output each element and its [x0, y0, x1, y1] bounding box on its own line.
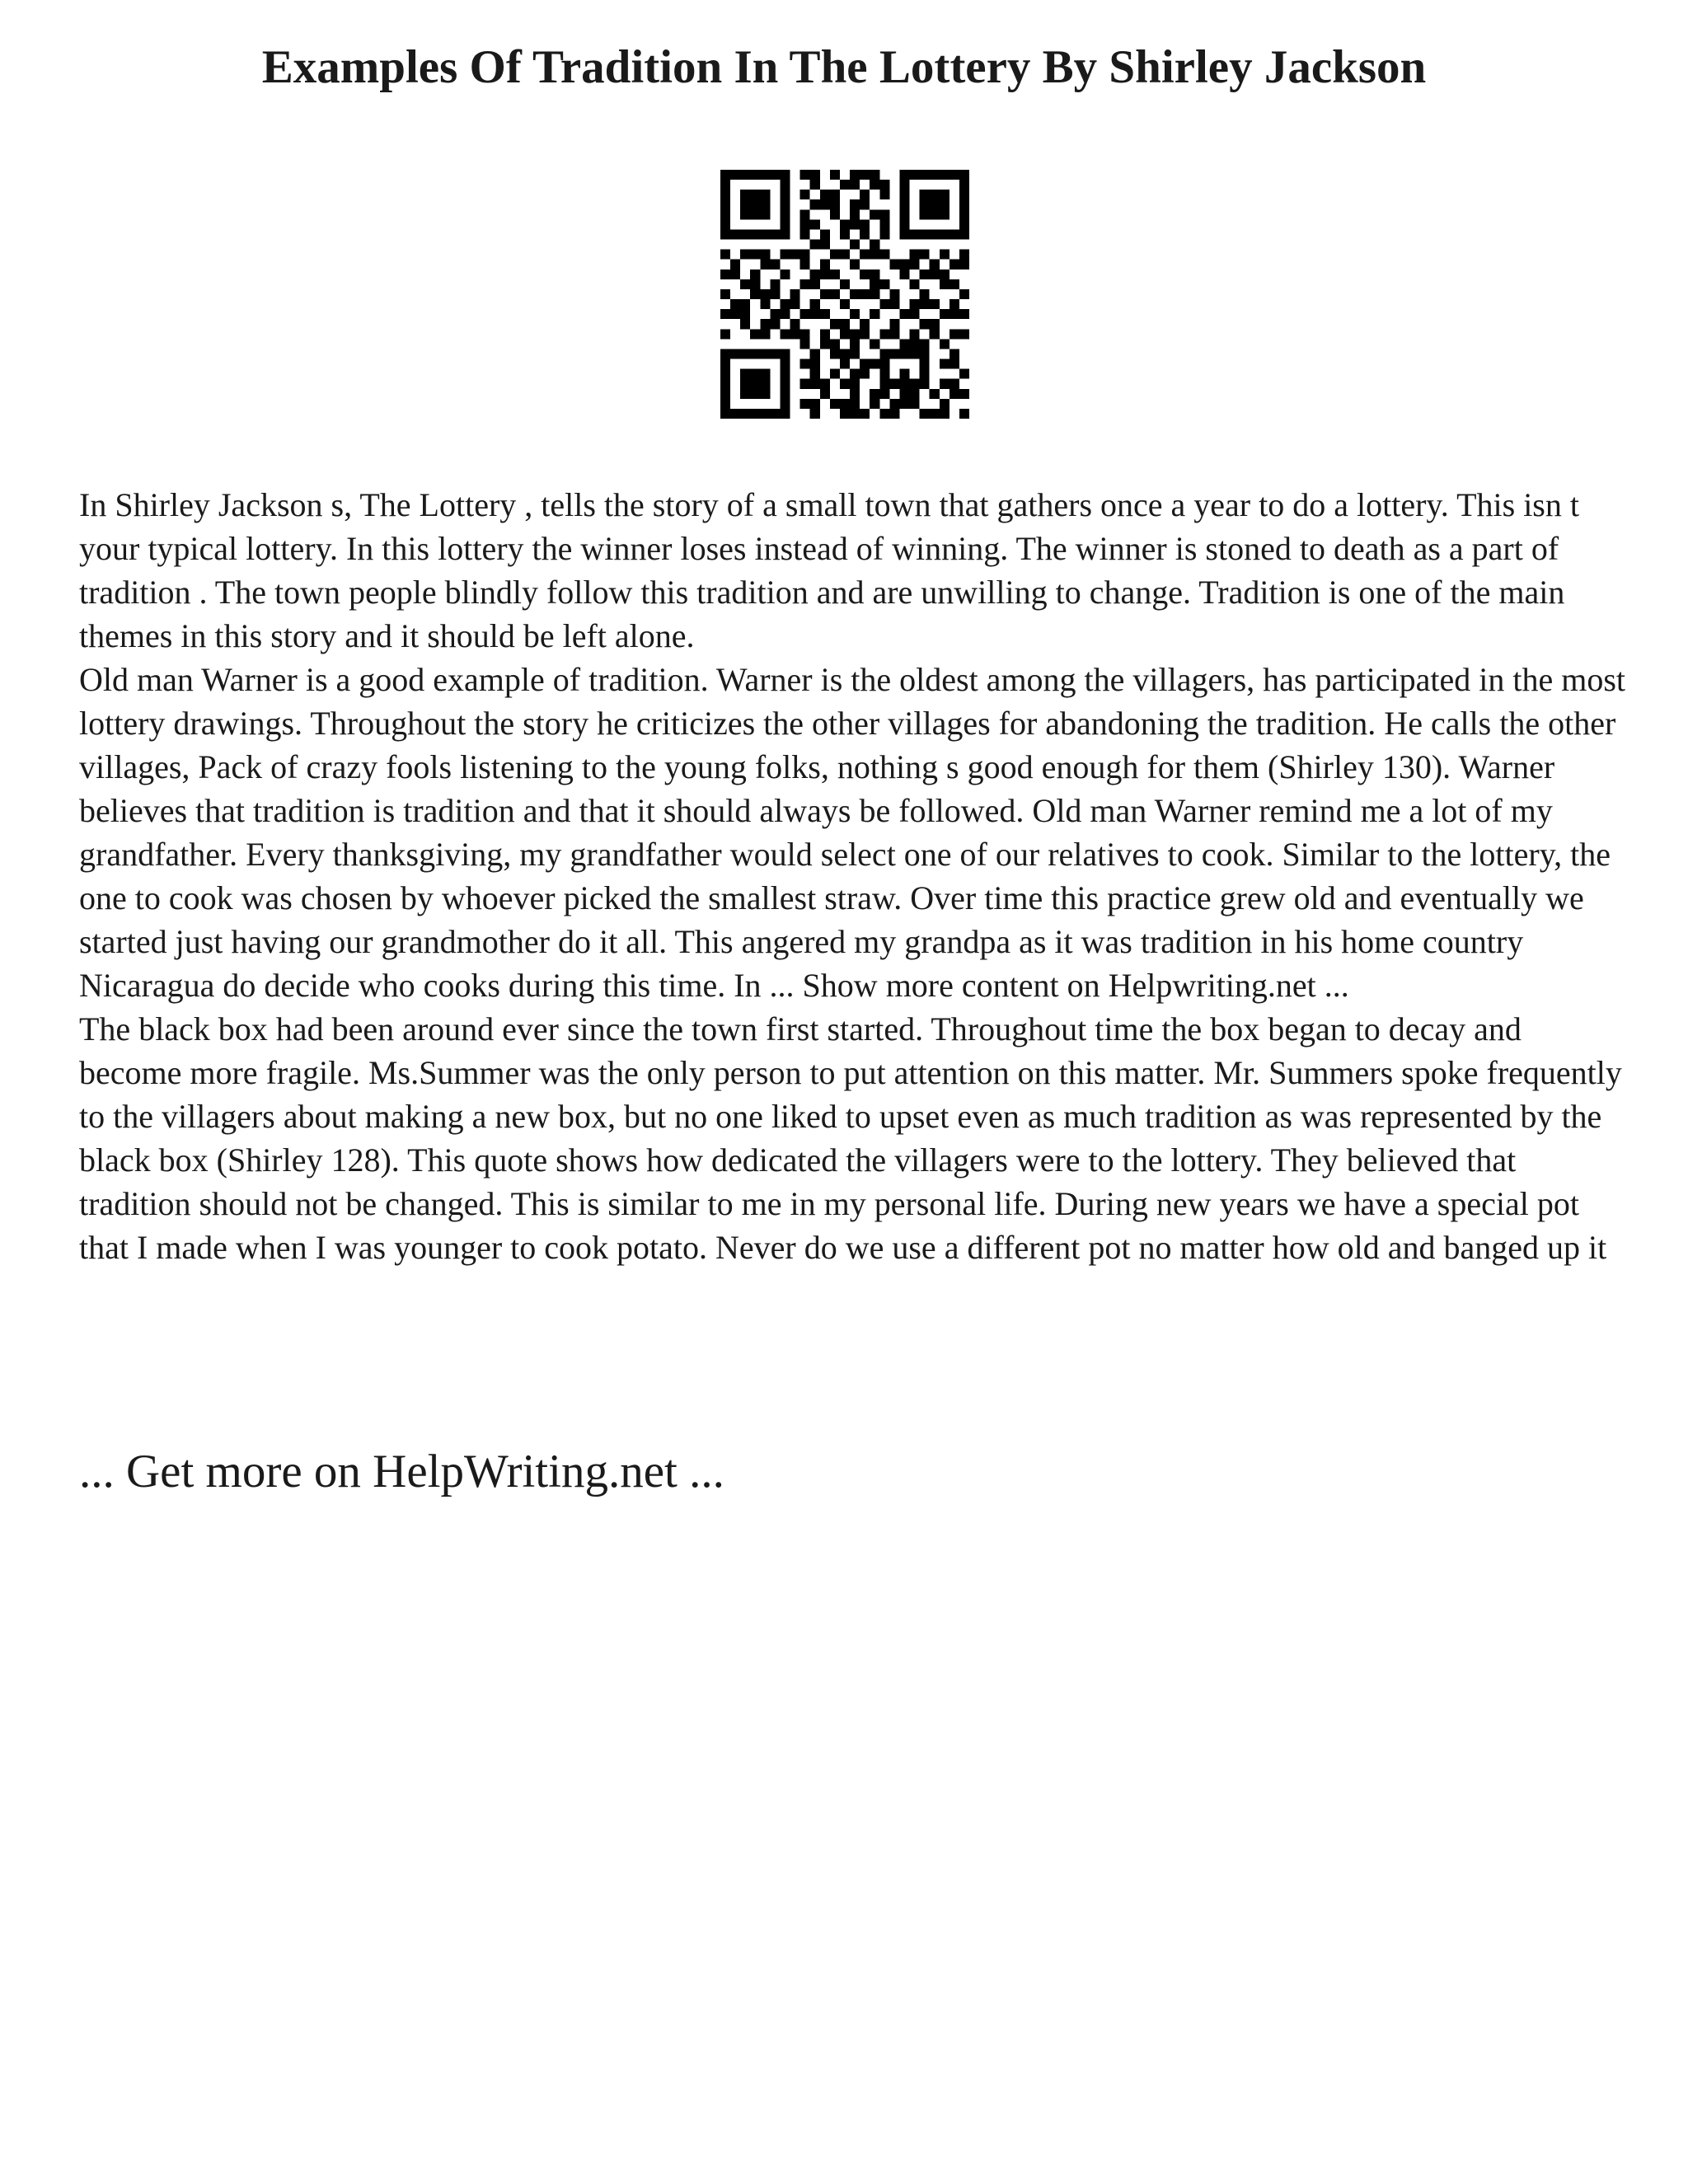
- document-title: Examples Of Tradition In The Lottery By Shirley Jackson: [261, 41, 1427, 93]
- get-more-link[interactable]: ... Get more on HelpWriting.net ...: [79, 1446, 724, 1497]
- essay-body: [79, 483, 1629, 1269]
- essay-paragraph-2: Old man Warner is a good example of tradition. Warner is the oldest among the villagers, has participated in the most lottery drawings. Throughout the story he criticizes the other villages for abandoning the tradition. He calls the other villages, Pack of crazy fools listening to the young folks, nothing s good enough for them (Shirley 130). Warner believes that tradition is tradition and that it should always be followed. Old man Warner remind me a lot of my grandfather. Every thanksgiving, my grandfather would select one of our relatives to cook. Similar to the lottery, the one to cook was chosen by whoever picked the smallest straw. Over time this practice grew old and eventually we started just having our grandmother do it all. This angered my grandpa as it was tradition in his home country Nicaragua do decide who cooks during this time. In ... Show more content on Helpwriting.net ...: [79, 661, 1626, 1004]
- essay-paragraph-1: In Shirley Jackson s, The Lottery , tells the story of a small town that gathers once a year to do a lottery. This isn t your typical lottery. In this lottery the winner loses instead of winning. The winner is stoned to death as a part of tradition . The town people blindly follow this tradition and are unwilling to change. Tradition is one of the main themes in this story and it should be left alone.: [79, 486, 1579, 654]
- qr-code-icon: [720, 170, 969, 419]
- essay-paragraph-3: The black box had been around ever since the town first started. Throughout time the box began to decay and become more fragile. Ms.Summer was the only person to put attention on this matter. Mr. Summers spoke frequently to the villagers about making a new box, but no one liked to upset even as much tradition as was represented by the black box (Shirley 128). This quote shows how dedicated the villagers were to the lottery. They believed that tradition should not be changed. This is similar to me in my personal life. During new years we have a special pot that I made when I was younger to cook potato. Never do we use a different pot no matter how old and banged up it: [79, 1010, 1622, 1266]
